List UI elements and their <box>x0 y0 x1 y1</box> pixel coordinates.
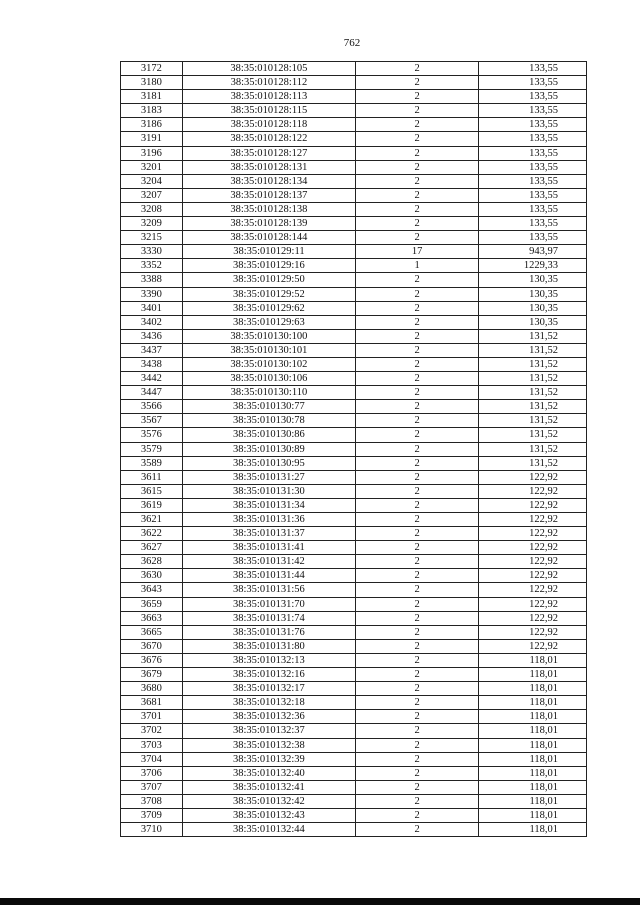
cadastral-number-cell: 38:35:010131:70 <box>182 597 355 611</box>
cadastral-number-cell: 38:35:010131:42 <box>182 555 355 569</box>
table-row <box>121 287 587 301</box>
row-number-cell: 3659 <box>121 597 183 611</box>
row-number-cell: 3707 <box>121 780 183 794</box>
cadastral-number-cell: 38:35:010130:95 <box>182 456 355 470</box>
quantity-cell: 2 <box>356 202 479 216</box>
value-cell: 122,92 <box>479 555 587 569</box>
cadastral-number-cell: 38:35:010130:100 <box>182 329 355 343</box>
cadastral-number-cell: 38:35:010129:11 <box>182 245 355 259</box>
cadastral-number-cell: 38:35:010130:101 <box>182 343 355 357</box>
value-cell: 1229,33 <box>479 259 587 273</box>
table-row <box>121 668 587 682</box>
value-cell: 131,52 <box>479 456 587 470</box>
quantity-cell: 2 <box>356 442 479 456</box>
table-row <box>121 104 587 118</box>
quantity-cell: 2 <box>356 160 479 174</box>
cadastral-number-cell: 38:35:010132:17 <box>182 682 355 696</box>
quantity-cell: 2 <box>356 639 479 653</box>
row-number-cell: 3437 <box>121 343 183 357</box>
table-row <box>121 62 587 76</box>
value-cell: 130,35 <box>479 301 587 315</box>
value-cell: 118,01 <box>479 653 587 667</box>
registry-table <box>120 61 587 837</box>
quantity-cell: 2 <box>356 146 479 160</box>
cadastral-number-cell: 38:35:010132:13 <box>182 653 355 667</box>
value-cell: 133,55 <box>479 76 587 90</box>
cadastral-number-cell: 38:35:010130:78 <box>182 414 355 428</box>
value-cell: 131,52 <box>479 414 587 428</box>
value-cell: 122,92 <box>479 625 587 639</box>
cadastral-number-cell: 38:35:010128:131 <box>182 160 355 174</box>
value-cell: 122,92 <box>479 611 587 625</box>
row-number-cell: 3402 <box>121 315 183 329</box>
value-cell: 122,92 <box>479 583 587 597</box>
value-cell: 122,92 <box>479 597 587 611</box>
row-number-cell: 3704 <box>121 752 183 766</box>
value-cell: 133,55 <box>479 104 587 118</box>
cadastral-number-cell: 38:35:010131:74 <box>182 611 355 625</box>
table-row <box>121 682 587 696</box>
cadastral-number-cell: 38:35:010129:50 <box>182 273 355 287</box>
value-cell: 131,52 <box>479 400 587 414</box>
table-row <box>121 808 587 822</box>
table-row <box>121 484 587 498</box>
cadastral-number-cell: 38:35:010128:137 <box>182 188 355 202</box>
quantity-cell: 2 <box>356 752 479 766</box>
value-cell: 122,92 <box>479 484 587 498</box>
row-number-cell: 3438 <box>121 357 183 371</box>
row-number-cell: 3352 <box>121 259 183 273</box>
quantity-cell: 2 <box>356 217 479 231</box>
value-cell: 133,55 <box>479 146 587 160</box>
row-number-cell: 3680 <box>121 682 183 696</box>
cadastral-number-cell: 38:35:010128:139 <box>182 217 355 231</box>
row-number-cell: 3209 <box>121 217 183 231</box>
quantity-cell: 2 <box>356 527 479 541</box>
table-row <box>121 597 587 611</box>
cadastral-number-cell: 38:35:010132:43 <box>182 808 355 822</box>
quantity-cell: 2 <box>356 710 479 724</box>
quantity-cell: 2 <box>356 625 479 639</box>
table-row <box>121 386 587 400</box>
cadastral-number-cell: 38:35:010131:44 <box>182 569 355 583</box>
quantity-cell: 1 <box>356 259 479 273</box>
value-cell: 133,55 <box>479 202 587 216</box>
value-cell: 133,55 <box>479 62 587 76</box>
value-cell: 122,92 <box>479 470 587 484</box>
quantity-cell: 2 <box>356 583 479 597</box>
row-number-cell: 3679 <box>121 668 183 682</box>
value-cell: 133,55 <box>479 217 587 231</box>
cadastral-number-cell: 38:35:010131:27 <box>182 470 355 484</box>
value-cell: 118,01 <box>479 823 587 837</box>
cadastral-number-cell: 38:35:010129:62 <box>182 301 355 315</box>
row-number-cell: 3589 <box>121 456 183 470</box>
value-cell: 131,52 <box>479 343 587 357</box>
row-number-cell: 3447 <box>121 386 183 400</box>
cadastral-number-cell: 38:35:010132:39 <box>182 752 355 766</box>
value-cell: 118,01 <box>479 766 587 780</box>
cadastral-number-cell: 38:35:010128:127 <box>182 146 355 160</box>
table-row <box>121 146 587 160</box>
table-row <box>121 794 587 808</box>
value-cell: 118,01 <box>479 752 587 766</box>
quantity-cell: 2 <box>356 357 479 371</box>
value-cell: 133,55 <box>479 118 587 132</box>
table-row <box>121 696 587 710</box>
cadastral-number-cell: 38:35:010129:63 <box>182 315 355 329</box>
table-row <box>121 766 587 780</box>
value-cell: 118,01 <box>479 710 587 724</box>
row-number-cell: 3628 <box>121 555 183 569</box>
table-row <box>121 752 587 766</box>
table-row <box>121 513 587 527</box>
row-number-cell: 3643 <box>121 583 183 597</box>
row-number-cell: 3676 <box>121 653 183 667</box>
row-number-cell: 3442 <box>121 372 183 386</box>
row-number-cell: 3670 <box>121 639 183 653</box>
quantity-cell: 2 <box>356 484 479 498</box>
cadastral-number-cell: 38:35:010128:122 <box>182 132 355 146</box>
table-row <box>121 498 587 512</box>
quantity-cell: 2 <box>356 315 479 329</box>
value-cell: 118,01 <box>479 668 587 682</box>
row-number-cell: 3681 <box>121 696 183 710</box>
quantity-cell: 2 <box>356 118 479 132</box>
value-cell: 118,01 <box>479 808 587 822</box>
cadastral-number-cell: 38:35:010129:52 <box>182 287 355 301</box>
cadastral-number-cell: 38:35:010128:144 <box>182 231 355 245</box>
table-row <box>121 231 587 245</box>
table-row <box>121 611 587 625</box>
cadastral-number-cell: 38:35:010128:115 <box>182 104 355 118</box>
quantity-cell: 2 <box>356 343 479 357</box>
cadastral-number-cell: 38:35:010130:77 <box>182 400 355 414</box>
value-cell: 130,35 <box>479 315 587 329</box>
cadastral-number-cell: 38:35:010130:102 <box>182 357 355 371</box>
quantity-cell: 2 <box>356 174 479 188</box>
quantity-cell: 2 <box>356 653 479 667</box>
table-row <box>121 118 587 132</box>
row-number-cell: 3207 <box>121 188 183 202</box>
table-row <box>121 76 587 90</box>
quantity-cell: 17 <box>356 245 479 259</box>
value-cell: 133,55 <box>479 160 587 174</box>
cadastral-number-cell: 38:35:010131:41 <box>182 541 355 555</box>
table-row <box>121 639 587 653</box>
table-row <box>121 188 587 202</box>
table-row <box>121 724 587 738</box>
quantity-cell: 2 <box>356 766 479 780</box>
value-cell: 131,52 <box>479 442 587 456</box>
row-number-cell: 3708 <box>121 794 183 808</box>
row-number-cell: 3701 <box>121 710 183 724</box>
quantity-cell: 2 <box>356 597 479 611</box>
table-row <box>121 372 587 386</box>
quantity-cell: 2 <box>356 541 479 555</box>
row-number-cell: 3665 <box>121 625 183 639</box>
quantity-cell: 2 <box>356 372 479 386</box>
value-cell: 130,35 <box>479 273 587 287</box>
cadastral-number-cell: 38:35:010128:112 <box>182 76 355 90</box>
quantity-cell: 2 <box>356 76 479 90</box>
value-cell: 133,55 <box>479 90 587 104</box>
quantity-cell: 2 <box>356 569 479 583</box>
row-number-cell: 3401 <box>121 301 183 315</box>
value-cell: 122,92 <box>479 513 587 527</box>
table-row <box>121 400 587 414</box>
cadastral-number-cell: 38:35:010130:110 <box>182 386 355 400</box>
table-row <box>121 653 587 667</box>
row-number-cell: 3201 <box>121 160 183 174</box>
value-cell: 130,35 <box>479 287 587 301</box>
value-cell: 131,52 <box>479 329 587 343</box>
quantity-cell: 2 <box>356 400 479 414</box>
cadastral-number-cell: 38:35:010132:36 <box>182 710 355 724</box>
cadastral-number-cell: 38:35:010132:37 <box>182 724 355 738</box>
quantity-cell: 2 <box>356 823 479 837</box>
quantity-cell: 2 <box>356 414 479 428</box>
row-number-cell: 3330 <box>121 245 183 259</box>
value-cell: 122,92 <box>479 569 587 583</box>
value-cell: 122,92 <box>479 639 587 653</box>
cadastral-number-cell: 38:35:010128:118 <box>182 118 355 132</box>
value-cell: 131,52 <box>479 386 587 400</box>
value-cell: 118,01 <box>479 794 587 808</box>
row-number-cell: 3710 <box>121 823 183 837</box>
table-row <box>121 329 587 343</box>
quantity-cell: 2 <box>356 780 479 794</box>
row-number-cell: 3576 <box>121 428 183 442</box>
quantity-cell: 2 <box>356 668 479 682</box>
cadastral-number-cell: 38:35:010131:76 <box>182 625 355 639</box>
table-row <box>121 428 587 442</box>
cadastral-number-cell: 38:35:010131:80 <box>182 639 355 653</box>
row-number-cell: 3204 <box>121 174 183 188</box>
value-cell: 118,01 <box>479 682 587 696</box>
quantity-cell: 2 <box>356 273 479 287</box>
table-row <box>121 625 587 639</box>
table-row <box>121 541 587 555</box>
cadastral-number-cell: 38:35:010132:38 <box>182 738 355 752</box>
table-row <box>121 259 587 273</box>
row-number-cell: 3183 <box>121 104 183 118</box>
quantity-cell: 2 <box>356 132 479 146</box>
quantity-cell: 2 <box>356 724 479 738</box>
scan-bottom-edge <box>0 898 640 905</box>
cadastral-number-cell: 38:35:010128:138 <box>182 202 355 216</box>
row-number-cell: 3181 <box>121 90 183 104</box>
table-row <box>121 90 587 104</box>
row-number-cell: 3611 <box>121 470 183 484</box>
row-number-cell: 3619 <box>121 498 183 512</box>
value-cell: 118,01 <box>479 738 587 752</box>
quantity-cell: 2 <box>356 738 479 752</box>
row-number-cell: 3172 <box>121 62 183 76</box>
quantity-cell: 2 <box>356 470 479 484</box>
quantity-cell: 2 <box>356 386 479 400</box>
table-row <box>121 442 587 456</box>
page-number: 762 <box>343 37 361 49</box>
table-row <box>121 780 587 794</box>
row-number-cell: 3566 <box>121 400 183 414</box>
table-row <box>121 569 587 583</box>
table-row <box>121 273 587 287</box>
table-row <box>121 414 587 428</box>
row-number-cell: 3191 <box>121 132 183 146</box>
cadastral-number-cell: 38:35:010131:56 <box>182 583 355 597</box>
row-number-cell: 3196 <box>121 146 183 160</box>
table-row <box>121 583 587 597</box>
table-row <box>121 738 587 752</box>
value-cell: 122,92 <box>479 498 587 512</box>
cadastral-number-cell: 38:35:010128:113 <box>182 90 355 104</box>
value-cell: 133,55 <box>479 132 587 146</box>
row-number-cell: 3567 <box>121 414 183 428</box>
row-number-cell: 3702 <box>121 724 183 738</box>
quantity-cell: 2 <box>356 104 479 118</box>
cadastral-number-cell: 38:35:010130:86 <box>182 428 355 442</box>
table-row <box>121 456 587 470</box>
value-cell: 122,92 <box>479 527 587 541</box>
registry-table-body <box>121 62 587 837</box>
quantity-cell: 2 <box>356 188 479 202</box>
row-number-cell: 3390 <box>121 287 183 301</box>
cadastral-number-cell: 38:35:010132:41 <box>182 780 355 794</box>
cadastral-number-cell: 38:35:010131:30 <box>182 484 355 498</box>
table-row <box>121 343 587 357</box>
cadastral-number-cell: 38:35:010132:16 <box>182 668 355 682</box>
table-row <box>121 527 587 541</box>
cadastral-number-cell: 38:35:010129:16 <box>182 259 355 273</box>
quantity-cell: 2 <box>356 611 479 625</box>
value-cell: 131,52 <box>479 428 587 442</box>
table-row <box>121 202 587 216</box>
value-cell: 131,52 <box>479 357 587 371</box>
table-row <box>121 823 587 837</box>
table-row <box>121 315 587 329</box>
value-cell: 133,55 <box>479 174 587 188</box>
table-row <box>121 555 587 569</box>
row-number-cell: 3709 <box>121 808 183 822</box>
quantity-cell: 2 <box>356 287 479 301</box>
quantity-cell: 2 <box>356 428 479 442</box>
quantity-cell: 2 <box>356 329 479 343</box>
quantity-cell: 2 <box>356 808 479 822</box>
row-number-cell: 3579 <box>121 442 183 456</box>
row-number-cell: 3388 <box>121 273 183 287</box>
cadastral-number-cell: 38:35:010132:44 <box>182 823 355 837</box>
row-number-cell: 3706 <box>121 766 183 780</box>
table-row <box>121 160 587 174</box>
cadastral-number-cell: 38:35:010130:106 <box>182 372 355 386</box>
table-row <box>121 174 587 188</box>
table-row <box>121 132 587 146</box>
cadastral-number-cell: 38:35:010132:40 <box>182 766 355 780</box>
cadastral-number-cell: 38:35:010131:37 <box>182 527 355 541</box>
table-row <box>121 245 587 259</box>
table-row <box>121 357 587 371</box>
row-number-cell: 3630 <box>121 569 183 583</box>
cadastral-number-cell: 38:35:010132:18 <box>182 696 355 710</box>
quantity-cell: 2 <box>356 301 479 315</box>
value-cell: 118,01 <box>479 696 587 710</box>
row-number-cell: 3627 <box>121 541 183 555</box>
quantity-cell: 2 <box>356 682 479 696</box>
value-cell: 118,01 <box>479 724 587 738</box>
quantity-cell: 2 <box>356 498 479 512</box>
cadastral-number-cell: 38:35:010130:89 <box>182 442 355 456</box>
row-number-cell: 3180 <box>121 76 183 90</box>
value-cell: 118,01 <box>479 780 587 794</box>
quantity-cell: 2 <box>356 231 479 245</box>
row-number-cell: 3703 <box>121 738 183 752</box>
value-cell: 943,97 <box>479 245 587 259</box>
cadastral-number-cell: 38:35:010131:36 <box>182 513 355 527</box>
table-row <box>121 301 587 315</box>
value-cell: 122,92 <box>479 541 587 555</box>
value-cell: 131,52 <box>479 372 587 386</box>
value-cell: 133,55 <box>479 231 587 245</box>
quantity-cell: 2 <box>356 513 479 527</box>
value-cell: 133,55 <box>479 188 587 202</box>
row-number-cell: 3621 <box>121 513 183 527</box>
quantity-cell: 2 <box>356 696 479 710</box>
row-number-cell: 3215 <box>121 231 183 245</box>
cadastral-number-cell: 38:35:010132:42 <box>182 794 355 808</box>
row-number-cell: 3663 <box>121 611 183 625</box>
quantity-cell: 2 <box>356 456 479 470</box>
row-number-cell: 3436 <box>121 329 183 343</box>
quantity-cell: 2 <box>356 555 479 569</box>
row-number-cell: 3208 <box>121 202 183 216</box>
row-number-cell: 3615 <box>121 484 183 498</box>
cadastral-number-cell: 38:35:010128:105 <box>182 62 355 76</box>
row-number-cell: 3186 <box>121 118 183 132</box>
quantity-cell: 2 <box>356 62 479 76</box>
quantity-cell: 2 <box>356 90 479 104</box>
quantity-cell: 2 <box>356 794 479 808</box>
table-row <box>121 470 587 484</box>
table-row <box>121 217 587 231</box>
cadastral-number-cell: 38:35:010128:134 <box>182 174 355 188</box>
cadastral-number-cell: 38:35:010131:34 <box>182 498 355 512</box>
table-row <box>121 710 587 724</box>
row-number-cell: 3622 <box>121 527 183 541</box>
